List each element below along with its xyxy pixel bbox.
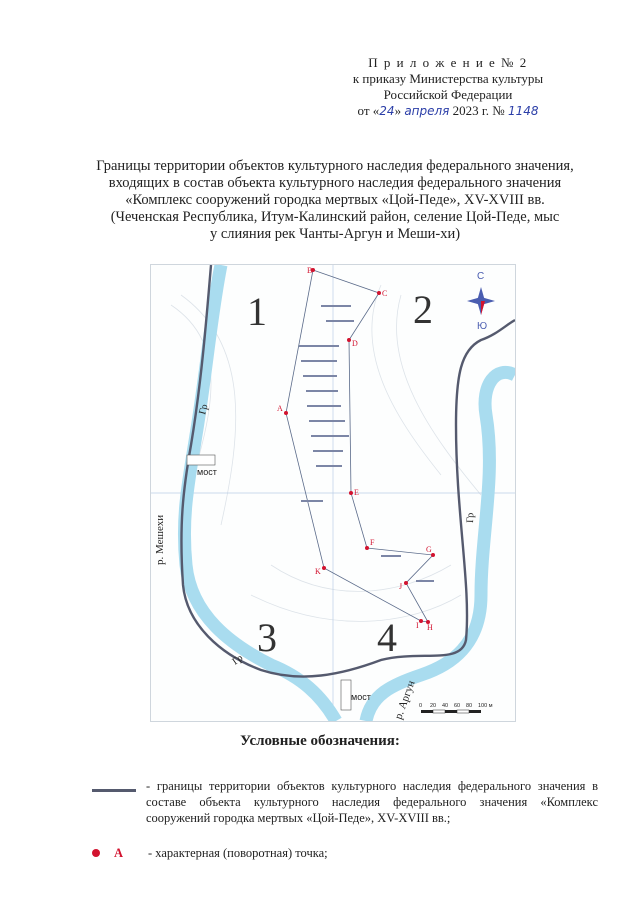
- title-line-1: Границы территории объектов культурного наследия федерального значения,: [96, 158, 574, 174]
- bridge-bottom-icon: [341, 680, 351, 710]
- gr-label-right: Гр: [465, 512, 477, 524]
- quadrant-4: 4: [377, 615, 397, 660]
- point-k: [322, 566, 326, 570]
- boundary-map: [150, 264, 516, 722]
- bridge-left-icon: [187, 455, 215, 465]
- compass-rose-icon: [467, 287, 495, 315]
- appendix-label: П р и л о ж е н и е № 2: [368, 55, 528, 70]
- date-prefix: от «: [357, 103, 380, 118]
- river-argun-label: р. Аргун: [392, 679, 418, 721]
- river-meshekhi-label: р. Мешехи: [154, 514, 166, 565]
- scale-bar: [419, 703, 493, 713]
- map-canvas: [151, 265, 515, 721]
- point-label-e: E: [354, 488, 359, 497]
- scale-20: 20: [430, 703, 437, 709]
- compass-south: Ю: [477, 321, 488, 332]
- point-labels: [277, 266, 433, 632]
- point-label-k: K: [315, 567, 321, 576]
- point-label-d: D: [352, 339, 358, 348]
- gr-label-bottom: Гр: [230, 652, 246, 668]
- legend-boundary-text: - границы территории объектов культурного наследия федерального значения в составе объекта культурного наследия федерального значения «Комплекс сооружений городка мертвых «Цой-Педе», XV-XVIII вв.;: [146, 779, 598, 825]
- point-label-b: B: [307, 266, 313, 275]
- scale-60: 60: [454, 703, 461, 709]
- scale-0: 0: [419, 703, 423, 709]
- gr-label-left: Гр: [197, 403, 211, 416]
- handwritten-day: 24: [379, 104, 395, 118]
- quadrant-3: 3: [257, 615, 277, 660]
- handwritten-month: апреля: [404, 104, 450, 118]
- appendix-header: [318, 55, 578, 119]
- title-line-5: у слияния рек Чанты-Аргун и Меши-хи): [209, 226, 461, 242]
- document-title: [70, 158, 600, 243]
- point-label-g: G: [426, 545, 432, 554]
- monument-markers: [299, 305, 434, 582]
- bridge-bottom-label: мост: [351, 692, 371, 702]
- point-c: [377, 291, 381, 295]
- point-label-a: A: [277, 404, 283, 413]
- point-label-j: J: [399, 582, 403, 591]
- title-line-3: «Комплекс сооружений городка мертвых «Цой-Педе», XV-XVIII вв.: [125, 192, 545, 208]
- date-mid: »: [394, 103, 402, 118]
- point-e: [349, 491, 353, 495]
- legend-point-letter: А: [114, 846, 124, 860]
- legend-title: Условные обозначения:: [240, 733, 400, 749]
- scale-40: 40: [442, 703, 449, 709]
- quadrant-2: 2: [413, 287, 433, 332]
- contour-lines: [171, 285, 481, 621]
- point-label-i: I: [416, 621, 419, 630]
- river-argun: [366, 372, 515, 721]
- legend-point-text: - характерная (поворотная) точка;: [148, 846, 328, 860]
- point-label-h: H: [427, 623, 433, 632]
- compass-north: С: [477, 271, 485, 282]
- point-label-c: C: [382, 289, 388, 298]
- title-line-4: (Чеченская Республика, Итум-Калинский район, селение Цой-Педе, мыс: [110, 209, 560, 225]
- point-f: [365, 546, 369, 550]
- scale-100: 100 м: [478, 703, 493, 709]
- appendix-ministry: Российской Федерации: [383, 87, 513, 102]
- bridge-left-label: мост: [197, 467, 217, 477]
- handwritten-number: 1148: [507, 104, 539, 118]
- point-a: [284, 411, 288, 415]
- point-swatch-icon: [92, 849, 100, 857]
- point-label-f: F: [370, 538, 375, 547]
- appendix-date-line: [318, 103, 578, 119]
- point-i: [419, 619, 423, 623]
- title-line-2: входящих в состав объекта культурного наследия федерального значения: [108, 175, 562, 191]
- year-text: 2023 г. №: [452, 103, 505, 118]
- quadrant-1: 1: [247, 289, 267, 334]
- point-d: [347, 338, 351, 342]
- site-polygon: [286, 270, 433, 622]
- scale-80: 80: [466, 703, 473, 709]
- appendix-order: к приказу Министерства культуры: [352, 71, 544, 86]
- point-j: [404, 581, 408, 585]
- boundary-line-swatch: [92, 789, 136, 792]
